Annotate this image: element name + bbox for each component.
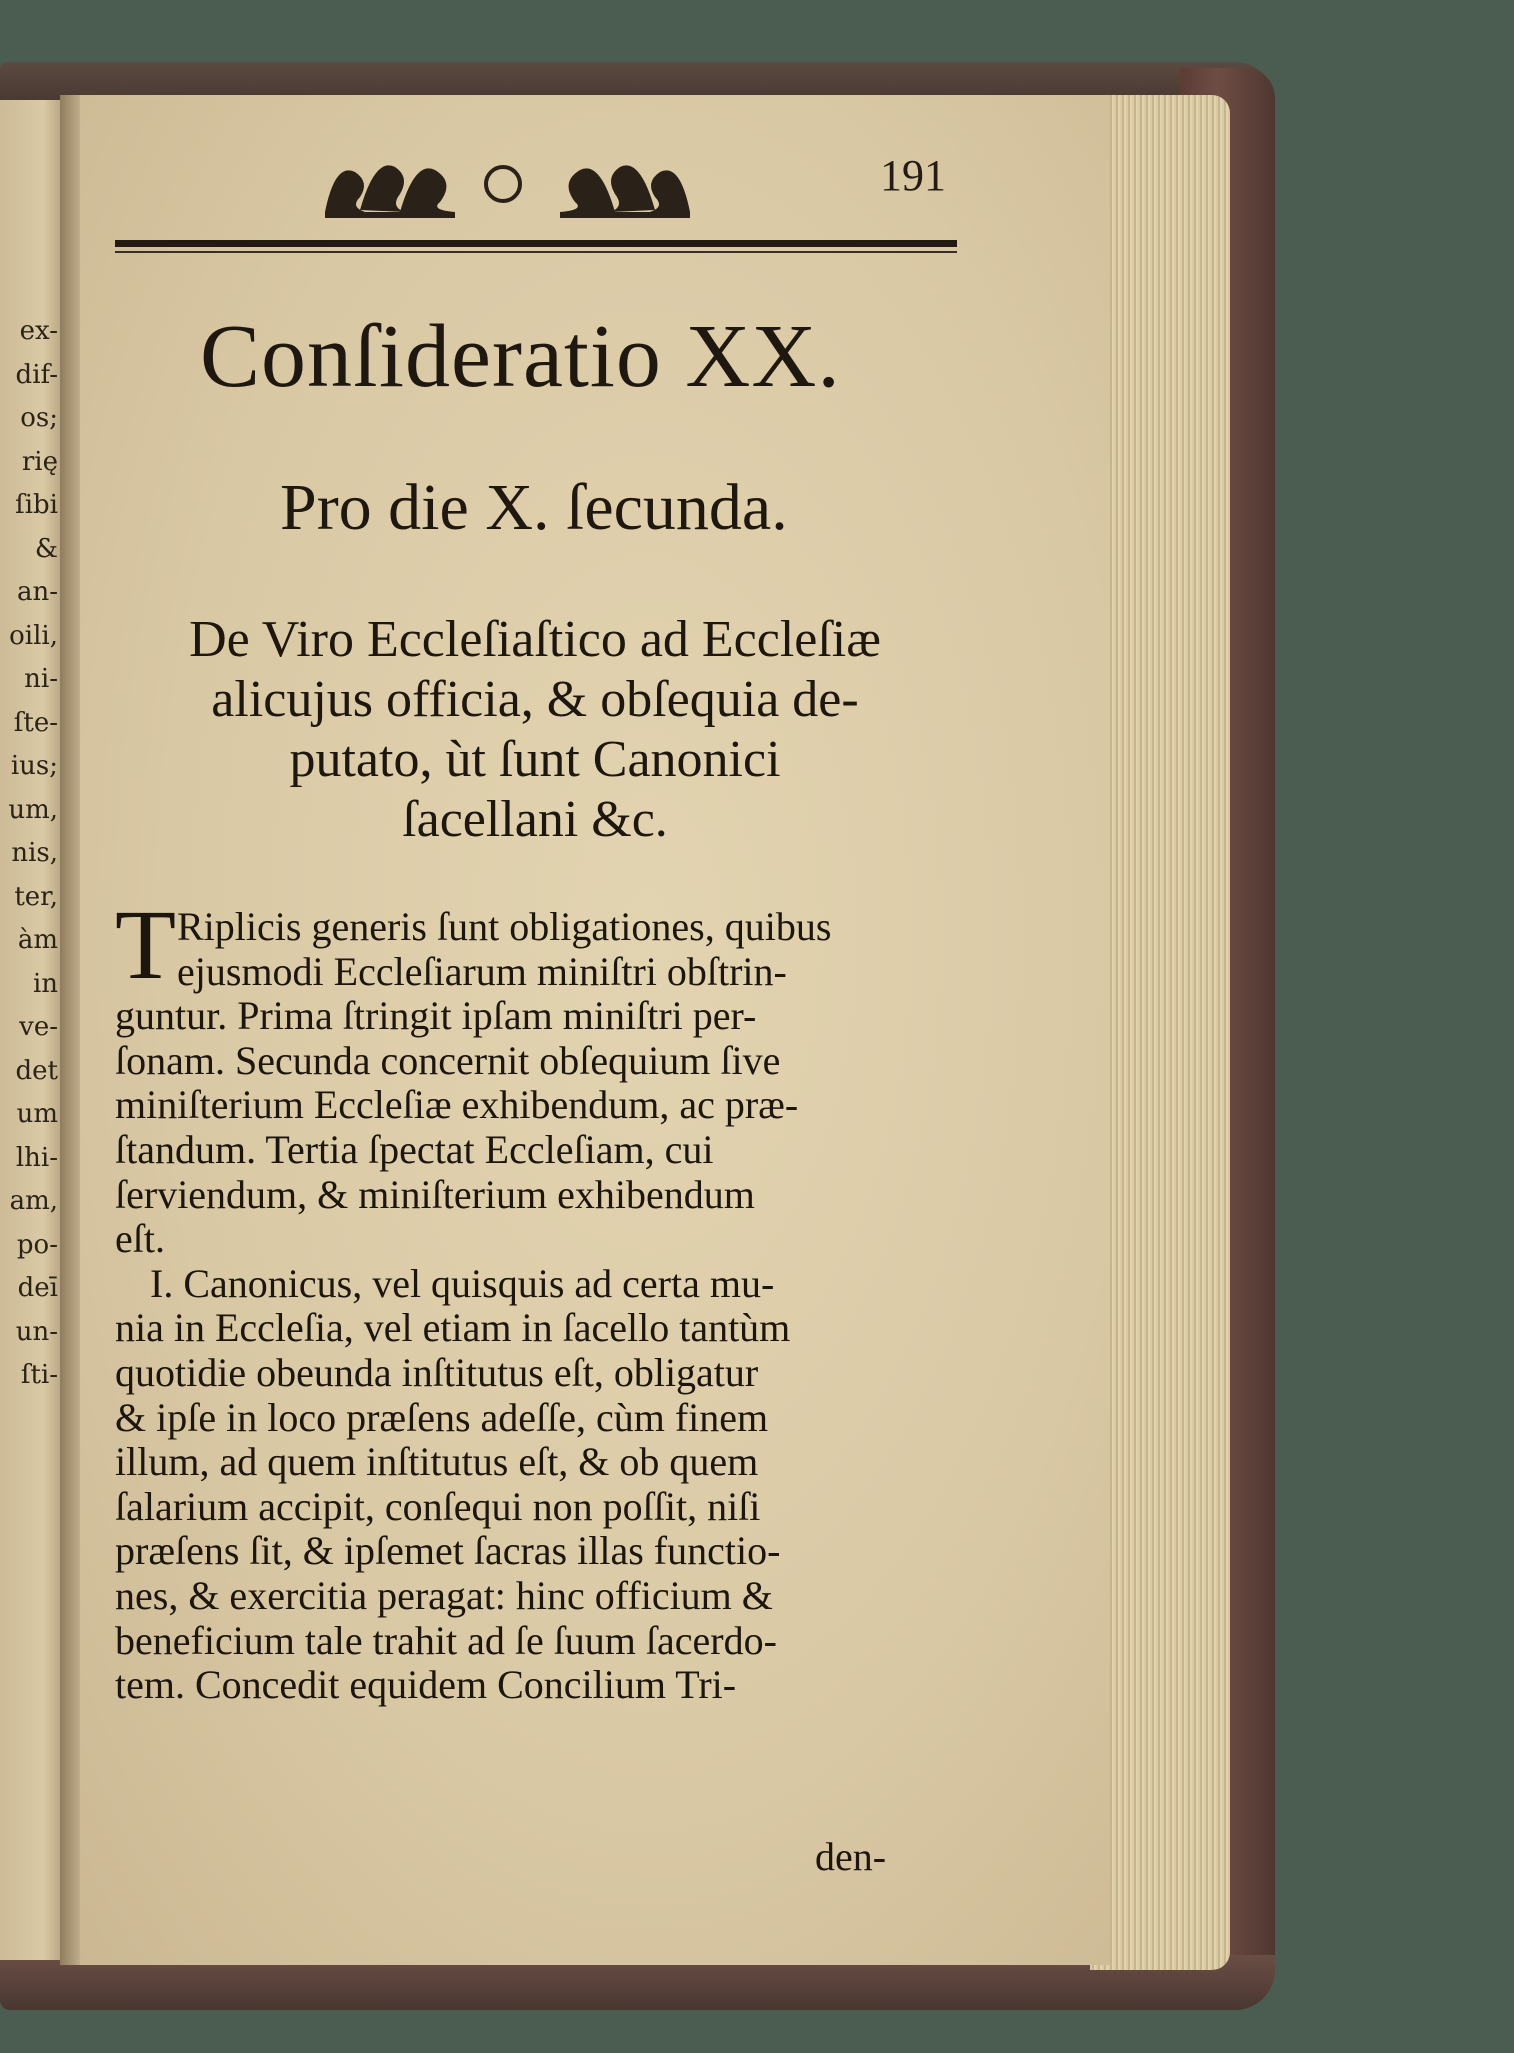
section-heading xyxy=(115,610,955,850)
header-rule-thin xyxy=(115,251,957,253)
margin-fragment: & xyxy=(34,533,58,564)
text-line: Riplicis generis ſunt obligationes, quibus xyxy=(177,904,832,949)
margin-fragment: an- xyxy=(16,577,58,607)
text-line: beneficium tale trahit ad ſe ſuum ſacerdo- xyxy=(115,1617,777,1663)
text-line: ſerviendum, & miniſterium exhibendum xyxy=(115,1171,755,1217)
margin-fragment: ex- xyxy=(19,316,58,346)
chapter-subtitle: Pro die X. ſecunda. xyxy=(280,471,788,544)
margin-fragment: rię xyxy=(21,446,58,477)
margin-fragment: lhi- xyxy=(15,1142,58,1173)
header-rule xyxy=(115,240,957,247)
text-line: præſens ſit, & ipſemet ſacras illas functio- xyxy=(115,1528,781,1574)
drop-cap: T xyxy=(115,889,177,1000)
chapter-title: Conſideratio XX. xyxy=(200,307,841,406)
text-line: tem. Concedit equidem Concilium Tri- xyxy=(115,1662,737,1708)
margin-fragment: ſti- xyxy=(20,1360,58,1390)
margin-fragment: um, xyxy=(8,794,58,825)
catchword: den- xyxy=(815,1834,887,1879)
text-line: eſt. xyxy=(115,1216,165,1262)
page-edges xyxy=(1090,95,1230,1970)
margin-fragment: oili, xyxy=(9,620,58,651)
page-number: 191 xyxy=(880,151,946,200)
heading-line: ſacellani &c. xyxy=(402,791,668,848)
margin-fragment: os; xyxy=(20,403,58,433)
text-line: miniſterium Eccleſiæ exhibendum, ac præ- xyxy=(115,1082,799,1128)
margin-fragment: ter, xyxy=(14,881,58,912)
margin-fragment: in xyxy=(32,968,58,999)
margin-fragment: det xyxy=(15,1055,58,1086)
text-line: quotidie obeunda inſtitutus eſt, obligatur xyxy=(115,1349,759,1395)
text-line: ejusmodi Eccleſiarum miniſtri obſtrin- xyxy=(177,948,787,994)
margin-fragment: dif- xyxy=(15,359,58,390)
text-line: ſonam. Secunda concernit obſequium ſive xyxy=(115,1037,781,1083)
text-line: & ipſe in loco præſens adeſſe, cùm finem xyxy=(115,1394,769,1440)
text-line: nia in Eccleſia, vel etiam in ſacello tantùm xyxy=(115,1305,791,1351)
margin-fragment: àm xyxy=(17,925,58,955)
text-line: ſtandum. Tertia ſpectat Eccleſiam, cui xyxy=(115,1126,714,1172)
margin-fragment: ius; xyxy=(10,751,58,781)
margin-fragment: un- xyxy=(15,1316,58,1347)
center-ornament-icon xyxy=(484,165,522,203)
left-margin-fragments xyxy=(0,310,60,1398)
text-line: ſalarium accipit, conſequi non poſſit, niſi xyxy=(115,1483,761,1529)
margin-fragment: um xyxy=(16,1099,58,1129)
right-ornament-icon xyxy=(555,152,695,222)
text-line: guntur. Prima ſtringit ipſam miniſtri per- xyxy=(115,993,757,1039)
heading-line: alicujus officia, & obſequia de- xyxy=(211,671,859,728)
heading-line: De Viro Eccleſiaſtico ad Eccleſiæ xyxy=(189,611,881,668)
left-ornament-icon xyxy=(320,152,460,222)
text-line: I. Canonicus, vel quisquis ad certa mu- xyxy=(150,1260,775,1306)
margin-fragment: ſibi xyxy=(15,490,58,520)
margin-fragment: ſte- xyxy=(13,707,58,738)
text-line: illum, ad quem inſtitutus eſt, & ob quem xyxy=(115,1439,759,1485)
body-paragraph xyxy=(115,905,965,1708)
margin-fragment: ni- xyxy=(24,664,58,694)
margin-fragment: nis, xyxy=(11,838,58,868)
margin-fragment: am, xyxy=(9,1186,58,1216)
margin-fragment: deī xyxy=(17,1273,58,1303)
margin-fragment: po- xyxy=(16,1229,58,1260)
heading-line: putato, ùt ſunt Canonici xyxy=(289,731,781,788)
text-line: nes, & exercitia peragat: hinc officium & xyxy=(115,1572,773,1618)
margin-fragment: ve- xyxy=(19,1012,58,1042)
